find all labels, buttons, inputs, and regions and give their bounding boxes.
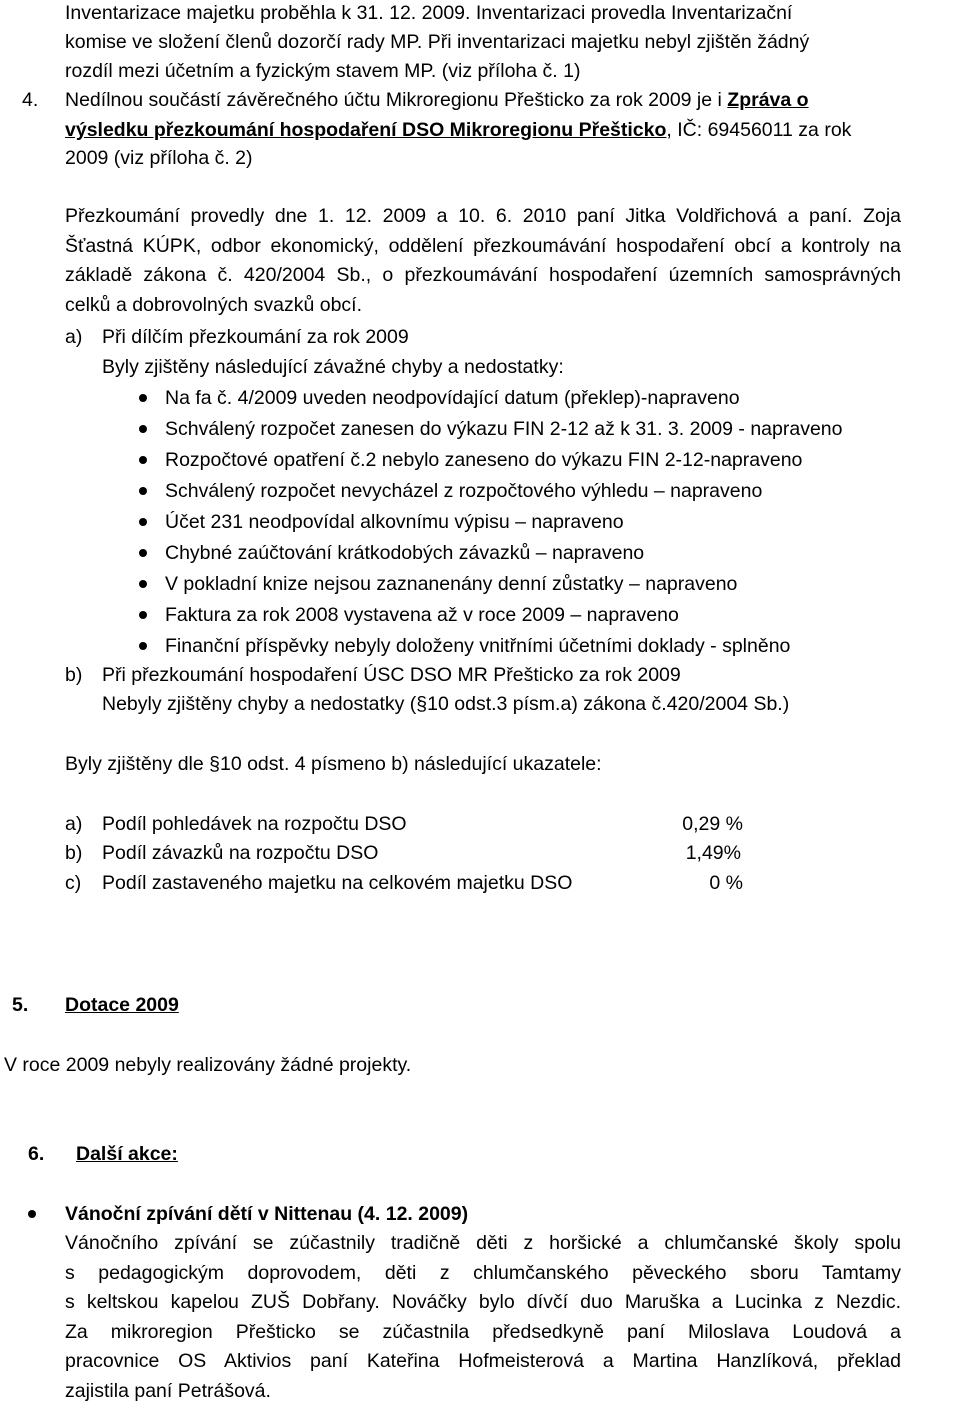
section-a-subtitle: Byly zjištěny následující závažné chyby a nedostatky: — [102, 356, 564, 378]
event-line-2: s pedagogickým doprovodem, děti z chlumčanského pěveckého sboru Tamtamy — [65, 1261, 901, 1284]
finding-item: Faktura za rok 2008 vystavena až v roce 2009 – napraveno — [165, 604, 679, 626]
item4-line-3: 2009 (viz příloha č. 2) — [65, 147, 253, 169]
item4-line-1 — [65, 85, 809, 115]
indicators-intro: Byly zjištěny dle §10 odst. 4 písmeno b) následující ukazatele: — [65, 753, 602, 775]
event-paragraph — [65, 1229, 901, 1406]
finding-item: V pokladní knize nejsou zaznanenány denní zůstatky – napraveno — [165, 573, 738, 595]
indicator-a-marker: a) — [65, 813, 83, 835]
item4-line-2-text: , IČ: 69456011 za rok — [666, 119, 852, 141]
bullet-icon — [139, 425, 147, 433]
bullet-icon — [139, 456, 147, 464]
indicator-b-label: Podíl závazků na rozpočtu DSO — [102, 842, 379, 864]
bullet-icon — [139, 549, 147, 557]
indicator-b-marker: b) — [65, 842, 83, 864]
indicator-c-label: Podíl zastaveného majetku na celkovém majetku DSO — [102, 872, 573, 894]
top-line-3: rozdíl mezi účetním a fyzickým stavem MP. (viz příloha č. 1) — [65, 60, 581, 82]
indicator-c-marker: c) — [65, 872, 82, 894]
item6-number: 6. — [28, 1143, 45, 1165]
item5-number: 5. — [12, 994, 29, 1016]
bullet-icon — [139, 580, 147, 588]
section-b-title: Při přezkoumání hospodaření ÚSC DSO MR Přešticko za rok 2009 — [102, 664, 681, 686]
section-a-title: Při dílčím přezkoumání za rok 2009 — [102, 326, 409, 348]
event-line-3: s keltskou kapelou ZUŠ Dobřany. Nováčky bylo dívčí duo Maruška a Lucinka z Nezdic. — [65, 1291, 901, 1313]
report-link-part-2[interactable]: výsledku přezkoumání hospodaření DSO Mikroregionu Přešticko — [65, 119, 667, 141]
item4-line-2 — [65, 115, 851, 145]
bullet-icon — [139, 518, 147, 526]
item4-line-1-text: Nedílnou součástí závěrečného účtu Mikroregionu Přešticko za rok 2009 je i — [65, 89, 728, 111]
finding-item: Schválený rozpočet zanesen do výkazu FIN 2-12 až k 31. 3. 2009 - napraveno — [165, 418, 843, 440]
section-a-marker: a) — [65, 326, 83, 348]
event-line-4: Za mikroregion Přešticko se zúčastnila předsedkyně paní Miloslava Loudová a — [65, 1320, 901, 1343]
finding-item: Účet 231 neodpovídal alkovnímu výpisu – napraveno — [165, 511, 624, 533]
indicator-a-label: Podíl pohledávek na rozpočtu DSO — [102, 813, 407, 835]
report-link-part-1[interactable]: Zpráva o — [727, 89, 809, 111]
review-line-1: Přezkoumání provedly dne 1. 12. 2009 a 10. 6. 2010 paní Jitka Voldřichová a paní. Zoja — [65, 205, 901, 227]
top-line-1: Inventarizace majetku proběhla k 31. 12. 2009. Inventarizaci provedla Inventarizační — [65, 2, 793, 24]
event-line-5: pracovnice OS Aktivios paní Kateřina Hofmeisterová a Martina Hanzlíková, překlad — [65, 1350, 901, 1372]
finding-item: Rozpočtové opatření č.2 nebylo zaneseno do výkazu FIN 2-12-napraveno — [165, 449, 803, 471]
section-b-subtitle: Nebyly zjištěny chyby a nedostatky (§10 odst.3 písm.a) zákona č.420/2004 Sb.) — [102, 693, 790, 715]
finding-item: Schválený rozpočet nevycházel z rozpočtového výhledu – napraveno — [165, 480, 763, 502]
finding-item: Na fa č. 4/2009 uveden neodpovídající datum (překlep)-napraveno — [165, 387, 740, 409]
finding-item: Chybné zaúčtování krátkodobých závazků – napraveno — [165, 542, 645, 564]
review-paragraph — [65, 202, 901, 320]
bullet-icon — [139, 642, 147, 650]
event-line-6: zajistila paní Petrášová. — [65, 1379, 271, 1402]
event-line-1: Vánočního zpívání se zúčastnily tradičně děti z horšické a chlumčanské školy spolu — [65, 1232, 901, 1254]
item6-heading: Další akce: — [76, 1143, 178, 1165]
indicator-c-value: 0 % — [709, 872, 743, 894]
item5-heading: Dotace 2009 — [65, 994, 179, 1016]
indicator-a-value: 0,29 % — [682, 813, 743, 835]
event-title: Vánoční zpívání dětí v Nittenau (4. 12. 2009) — [65, 1203, 469, 1225]
bullet-icon — [139, 394, 147, 402]
review-line-4: celků a dobrovolných svazků obcí. — [65, 293, 362, 316]
event-bullet-icon — [28, 1210, 36, 1218]
finding-item: Finanční příspěvky nebyly doloženy vnitřními účetními doklady - splněno — [165, 635, 791, 657]
item4-number: 4. — [22, 89, 39, 111]
indicator-b-value: 1,49% — [685, 842, 741, 864]
review-line-3: základě zákona č. 420/2004 Sb., o přezkoumávání hospodaření územních samosprávných — [65, 264, 901, 286]
item5-text: V roce 2009 nebyly realizovány žádné projekty. — [4, 1054, 412, 1076]
bullet-icon — [139, 611, 147, 619]
section-b-marker: b) — [65, 664, 83, 686]
bullet-icon — [139, 487, 147, 495]
top-line-2: komise ve složení členů dozorčí rady MP. Při inventarizaci majetku nebyl zjištěn žádný — [65, 31, 810, 53]
review-line-2: Šťastná KÚPK, odbor ekonomický, oddělení přezkoumávání hospodaření obcí a kontroly na — [65, 234, 901, 257]
